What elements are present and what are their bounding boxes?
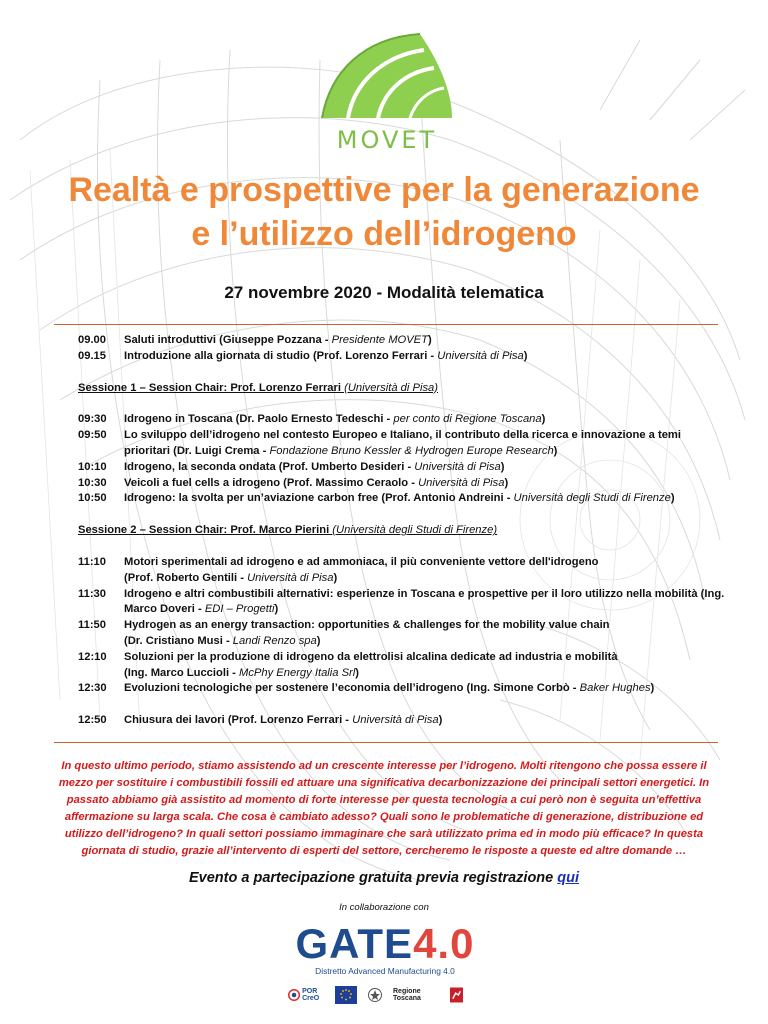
agenda bbox=[78, 333, 728, 729]
agenda-affiliation: per conto di Regione Toscana bbox=[393, 413, 542, 426]
agenda-close: ) bbox=[670, 492, 675, 505]
movet-wordmark: MOVET bbox=[336, 126, 438, 154]
agenda-time: 11:50 bbox=[78, 619, 106, 632]
session-1-title: Sessione 1 – Session Chair: Prof. Lorenzo Ferrari bbox=[78, 381, 345, 394]
agenda-item bbox=[78, 412, 728, 428]
agenda-desc: Lo sviluppo dell’idrogeno nel contesto Europeo e Italiano, il contributo della ricerca e innovazione a temi prioritari (Dr. Luigi Crema - bbox=[124, 429, 681, 457]
agenda-close: ) bbox=[523, 349, 528, 362]
registration-link[interactable]: qui bbox=[557, 870, 579, 886]
agenda-desc: Saluti introduttivi (Giuseppe Pozzana - bbox=[124, 334, 332, 346]
agenda-time: 11:30 bbox=[78, 587, 106, 600]
partner-logos bbox=[288, 984, 472, 1006]
agenda-item bbox=[78, 428, 728, 460]
event-title-line-1: Realtà e prospettive per la generazione bbox=[68, 171, 700, 209]
top-divider bbox=[54, 324, 718, 325]
agenda-close: ) bbox=[504, 476, 509, 489]
agenda-item bbox=[78, 555, 728, 587]
agenda-desc: Hydrogen as an energy transaction: opportunities & challenges for the mobility value chain bbox=[124, 619, 610, 632]
agenda-item bbox=[78, 618, 728, 650]
gate40-subtitle: Distretto Advanced Manufacturing 4.0 bbox=[315, 966, 455, 976]
emblem-icon bbox=[367, 987, 383, 1003]
regione-toscana-label: Regione Toscana bbox=[393, 988, 421, 1002]
agenda-time: 12:10 bbox=[78, 650, 107, 663]
session-2-affiliation: (Università degli Studi di Firenze) bbox=[332, 524, 498, 537]
agenda-affiliation: Università degli Studi di Firenze bbox=[513, 492, 671, 505]
registration-line bbox=[40, 870, 728, 886]
agenda-desc: Soluzioni per la produzione di idrogeno da elettrolisi alcalina dedicate ad industria e mobilità bbox=[124, 650, 618, 663]
agenda-affiliation: Università di Pisa bbox=[247, 571, 334, 584]
agenda-time: 09.15 bbox=[78, 349, 106, 362]
gate40-word-b: 4.0 bbox=[413, 920, 475, 967]
agenda-item bbox=[78, 681, 728, 697]
event-date: 27 novembre 2020 - Modalità telematica bbox=[224, 283, 544, 302]
agenda-time: 12:30 bbox=[78, 682, 107, 695]
agenda-affiliation: Landi Renzo spa bbox=[232, 634, 317, 647]
agenda-close: ) bbox=[333, 571, 338, 584]
agenda-item bbox=[78, 460, 728, 476]
agenda-affiliation: Università di Pisa bbox=[352, 714, 439, 727]
agenda-item bbox=[78, 476, 728, 492]
agenda-close: ) bbox=[541, 413, 546, 426]
regione-toscana-logo bbox=[393, 986, 463, 1004]
agenda-affiliation: Università di Pisa bbox=[437, 349, 524, 362]
agenda-time: 09.00 bbox=[78, 334, 106, 346]
agenda-desc: Idrogeno: la svolta per un’aviazione carbon free (Prof. Antonio Andreini - bbox=[124, 492, 514, 505]
agenda-desc: Chiusura dei lavori (Prof. Lorenzo Ferrari - bbox=[124, 714, 353, 727]
agenda-close: ) bbox=[355, 666, 360, 679]
por-creo-label: POR CreO bbox=[302, 988, 320, 1002]
agenda-item bbox=[78, 491, 728, 507]
gate40-word-a: GATE bbox=[295, 920, 414, 967]
agenda-desc: Idrogeno, la seconda ondata (Prof. Umberto Desideri - bbox=[124, 460, 415, 473]
agenda-affiliation: Presidente MOVET bbox=[331, 334, 428, 346]
agenda-close: ) bbox=[438, 714, 443, 727]
agenda-time: 10:10 bbox=[78, 460, 107, 473]
gate40-wordmark bbox=[290, 920, 480, 968]
agenda-affiliation: McPhy Energy Italia Srl bbox=[239, 666, 356, 679]
registration-text: Evento a partecipazione gratuita previa registrazione bbox=[189, 870, 558, 886]
agenda-close: ) bbox=[500, 460, 505, 473]
agenda-time: 09:50 bbox=[78, 429, 107, 442]
agenda-affiliation: EDI – Progetti bbox=[204, 603, 275, 616]
agenda-time: 10:50 bbox=[78, 492, 107, 505]
agenda-affiliation: Università di Pisa bbox=[414, 460, 501, 473]
session-1-heading bbox=[78, 381, 728, 397]
event-description: In questo ultimo periodo, stiamo assistendo ad un crescente interesse per l’idrogeno. Molti ritengono che possa essere il mezzo per sostituire i combustibili fossili ed attuare una significativa decarbonizzazione dei principali settori energetici. In passato abbiamo già assistito ad momento di forte interesse per questa tecnologia a cui però non è seguita un’effettiva affermazione su larga scala. Che cosa è cambiato adesso? Quali sono le problematiche di generazione, distribuzione ed utilizzo dell’idrogeno? In quali settori possiamo immaginare che sarà utilizzato prima ed in modo più efficace? In questa giornata di studio, grazie all’intervento di esperti del settore, cercheremo le risposte a queste ed altre domande … bbox=[58, 760, 710, 857]
agenda-desc: Idrogeno e altri combustibili alternativi: esperienze in Toscana e prospettive per il loro utilizzo nella mobilità (Ing. Marco Doveri - bbox=[124, 587, 725, 616]
event-title-line-2: e l’utilizzo dell’idrogeno bbox=[191, 215, 577, 253]
session-2-heading bbox=[78, 523, 728, 539]
agenda-close: ) bbox=[316, 634, 321, 647]
agenda-close: ) bbox=[427, 334, 432, 346]
eu-stars-icon bbox=[338, 988, 354, 1002]
movet-leaf-icon bbox=[312, 28, 462, 128]
agenda-time: 09:30 bbox=[78, 413, 107, 426]
agenda-item bbox=[78, 349, 728, 365]
gate40-logo bbox=[290, 918, 480, 980]
agenda-desc: Evoluzioni tecnologiche per sostenere l’economia dell’idrogeno (Ing. Simone Corbò - bbox=[124, 682, 580, 695]
bottom-divider bbox=[54, 742, 718, 743]
por-creo-icon bbox=[288, 987, 300, 1003]
agenda-speaker: (Prof. Roberto Gentili - bbox=[124, 571, 248, 584]
agenda-speaker: (Ing. Marco Luccioli - bbox=[124, 666, 239, 679]
agenda-speaker: (Dr. Cristiano Musi - bbox=[124, 634, 233, 647]
agenda-item-closing bbox=[78, 713, 728, 729]
agenda-item bbox=[78, 333, 728, 349]
agenda-item bbox=[78, 650, 728, 682]
movet-logo bbox=[312, 28, 462, 156]
agenda-desc: Veicoli a fuel cells a idrogeno (Prof. Massimo Ceraolo - bbox=[124, 476, 419, 489]
agenda-desc: Motori sperimentali ad idrogeno e ad ammoniaca, il più conveniente vettore dell'idrogeno bbox=[124, 555, 599, 568]
eu-flag-icon bbox=[335, 986, 357, 1004]
event-title bbox=[40, 168, 728, 256]
italian-republic-emblem bbox=[364, 986, 386, 1004]
agenda-affiliation: Fondazione Bruno Kessler & Hydrogen Europe Research bbox=[269, 444, 554, 457]
agenda-item bbox=[78, 587, 728, 619]
agenda-close: ) bbox=[650, 682, 655, 695]
agenda-close: ) bbox=[553, 444, 558, 457]
collaboration-label: In collaborazione con bbox=[339, 902, 429, 913]
por-creo-logo bbox=[288, 986, 328, 1004]
agenda-desc: Introduzione alla giornata di studio (Prof. Lorenzo Ferrari - bbox=[124, 349, 438, 362]
toscana-pegasus-icon bbox=[450, 987, 463, 1003]
agenda-affiliation: Università di Pisa bbox=[418, 476, 505, 489]
agenda-affiliation: Baker Hughes bbox=[579, 682, 651, 695]
agenda-time: 10:30 bbox=[78, 476, 107, 489]
session-2-title: Sessione 2 – Session Chair: Prof. Marco Pierini bbox=[78, 524, 333, 537]
agenda-time: 12:50 bbox=[78, 714, 107, 727]
agenda-time: 11:10 bbox=[78, 555, 106, 568]
agenda-desc: Idrogeno in Toscana (Dr. Paolo Ernesto Tedeschi - bbox=[124, 413, 394, 426]
agenda-close: ) bbox=[274, 603, 279, 616]
session-1-affiliation: (Università di Pisa) bbox=[344, 381, 438, 394]
